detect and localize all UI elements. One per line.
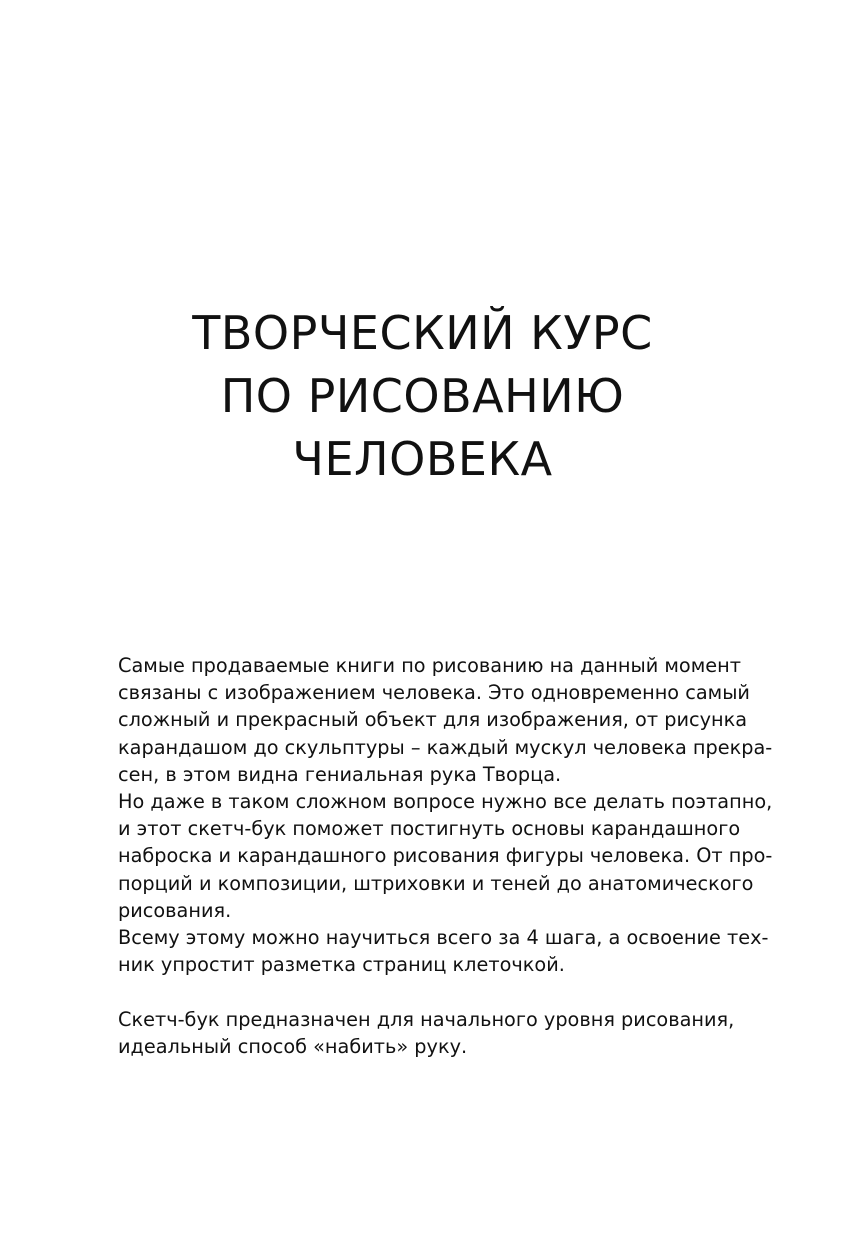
page-title — [0, 302, 845, 491]
text-line: и этот скетч-бук поможет постигнуть основы карандашного — [118, 817, 741, 841]
text-line: наброска и карандашного рисования фигуры человека. От про- — [118, 844, 773, 868]
text-line: связаны с изображением человека. Это одновременно самый — [118, 681, 750, 705]
text-line: Всему этому можно научиться всего за 4 шага, а освоение тех- — [118, 926, 769, 950]
text-line: идеальный способ «набить» руку. — [118, 1034, 468, 1058]
text-line: порций и композиции, штриховки и теней до анатомического — [118, 871, 754, 895]
text-line: сен, в этом видна гениальная рука Творца. — [118, 762, 562, 786]
title-line: ПО РИСОВАНИЮ — [220, 369, 625, 423]
text-line: ник упростит разметка страниц клеточкой. — [118, 953, 565, 977]
text-line: сложный и прекрасный объект для изображения, от рисунка — [118, 708, 748, 732]
description-text — [118, 652, 778, 1060]
text-line: карандашом до скульптуры – каждый мускул человека прекра- — [118, 735, 773, 759]
title-line: ЧЕЛОВЕКА — [292, 432, 553, 486]
paragraph-gap — [118, 978, 778, 1005]
title-line: ТВОРЧЕСКИЙ КУРС — [192, 306, 653, 360]
text-line: рисования. — [118, 898, 232, 922]
text-line: Самые продаваемые книги по рисованию на данный момент — [118, 654, 741, 677]
text-line: Скетч-бук предназначен для начального уровня рисования, — [118, 1007, 735, 1031]
text-line: Но даже в таком сложном вопросе нужно все делать поэтапно, — [118, 790, 773, 814]
